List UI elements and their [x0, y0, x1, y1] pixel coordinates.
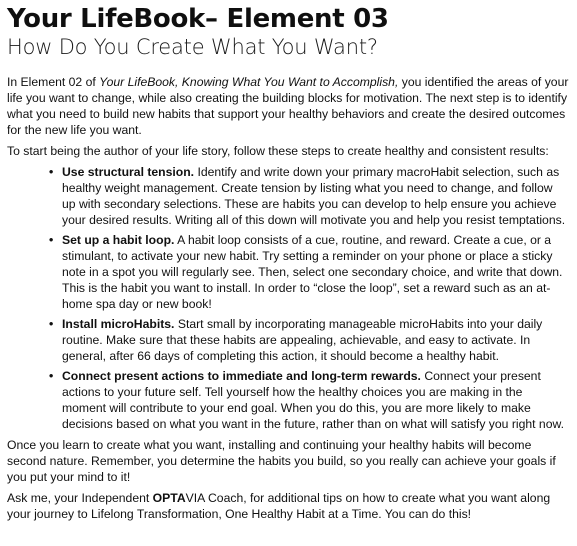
- bullet-icon: •: [49, 233, 54, 247]
- intro-rest: you identified the areas of your life you want to change, while also creating the building blocks for motivation. The next step is to identify what you need to build new habits that support your healthy behaviors and create the desired outcomes for the new life you want.: [7, 75, 569, 137]
- step-heading: Install microHabits.: [62, 317, 175, 331]
- coach-rest: Coach, for additional tips on how to create what you want along your journey to Lifelong Transformation, One Healthy Habit at a Time. You can do this!: [7, 491, 551, 521]
- step-heading: Connect present actions to immediate and long-term rewards.: [62, 369, 421, 383]
- steps-list: [7, 164, 569, 432]
- coach-lead: Ask me, your Independent: [7, 491, 153, 505]
- page-subtitle: How Do You Create What You Want?: [7, 35, 378, 59]
- title-brand: Your LifeBook: [7, 4, 206, 34]
- bullet-icon: •: [49, 317, 54, 331]
- title-element: – Element 03: [205, 4, 389, 34]
- list-item: [49, 316, 569, 364]
- step-text: Connect your present actions to your future self. Tell yourself how the healthy choices you are making in the moment will contribute to your end goal. When you do this, you are more likely to make decisions based on what you want in the future, rather than on what will satisfy you right now.: [62, 369, 565, 431]
- article-body: [7, 74, 569, 522]
- bullet-icon: •: [49, 165, 54, 179]
- page-title: [7, 4, 569, 34]
- step-text: Start small by incorporating manageable microHabits into your daily routine. Make sure that these habits are appealing, achievable, and easy to activate. In general, after 66 days of completing this action, it should become a healthy habit.: [62, 317, 543, 363]
- intro-paragraph: [7, 74, 569, 138]
- step-heading: Set up a habit loop.: [62, 233, 175, 247]
- intro-book-title: Your LifeBook, Knowing What You Want to Accomplish,: [99, 75, 399, 89]
- bullet-icon: •: [49, 369, 54, 383]
- step-heading: Use structural tension.: [62, 165, 195, 179]
- coach-paragraph: [7, 490, 569, 522]
- step-text: A habit loop consists of a cue, routine, and reward. Create a cue, or a stimulant, to activate your new habit. Try setting a reminder on your phone or place a sticky note in a spot you will regularly see. Then, select one secondary choice, and write that down. This is the habit you want to install. In order to “close the loop”, set a reward such as an at-home spa day or new book!: [62, 233, 563, 311]
- intro-lead: In Element 02 of: [7, 75, 100, 89]
- list-item: [49, 232, 569, 312]
- closing-paragraph: Once you learn to create what you want, installing and continuing your healthy habits will become second nature. Remember, you determine the habits you build, so you really can achieve your goals if you put your mind to it!: [7, 438, 556, 484]
- steps-intro-paragraph: To start being the author of your life story, follow these steps to create healthy and consistent results:: [7, 144, 549, 158]
- brand-name-bold: OPTA: [152, 491, 186, 505]
- brand-name-regular: VIA: [185, 491, 205, 505]
- list-item: [49, 368, 569, 432]
- step-text: Identify and write down your primary macroHabit selection, such as healthy weight management. Create tension by listing what you need to change, and follow up with secondary selections. These are habits you can develop to help ensure you achieve your desired results. Writing all of this down will motivate you and help you resist temptations.: [62, 165, 566, 227]
- list-item: [49, 164, 569, 228]
